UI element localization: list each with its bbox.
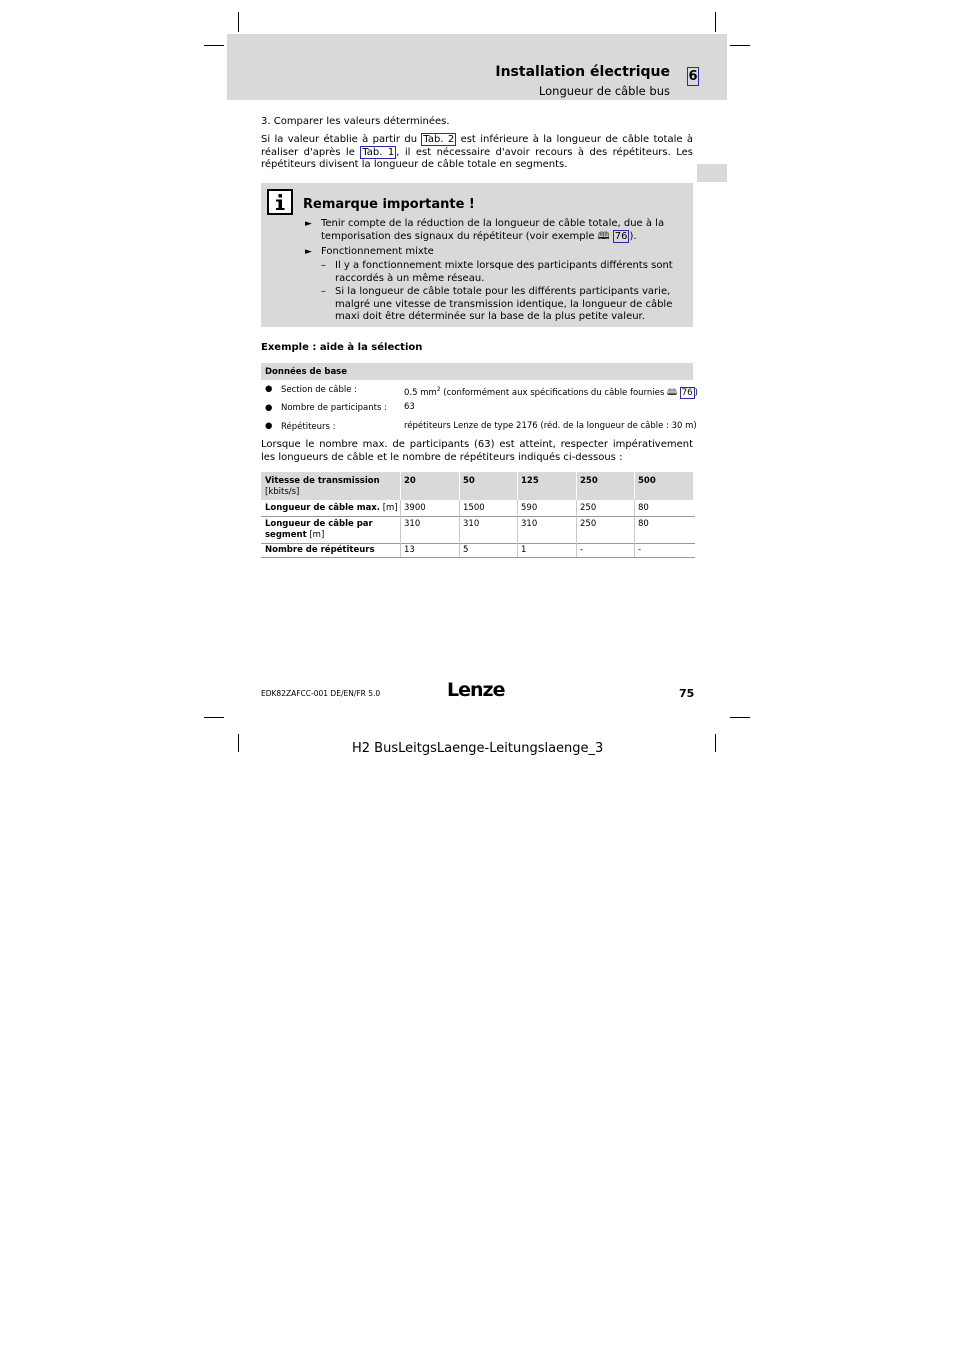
- column-separator: [576, 500, 577, 557]
- row-divider: [261, 557, 695, 558]
- table-cell: 590: [521, 503, 538, 513]
- speed-value: 500: [638, 476, 656, 486]
- page-caption: H2 BusLeitgsLaenge-Leitungslaenge_3: [352, 741, 604, 756]
- crop-mark: [715, 12, 716, 32]
- row-label: [265, 530, 324, 541]
- row-label: Section de câble :: [281, 385, 358, 395]
- value-text: 0.5 mm: [404, 387, 437, 398]
- row-label: Nombre de participants :: [281, 403, 387, 413]
- column-separator: [400, 500, 401, 557]
- dash-bullet: –: [321, 286, 326, 297]
- bullet-dot: ●: [265, 421, 273, 431]
- row-label-unit: [m]: [306, 530, 325, 540]
- example-paragraph: Lorsque le nombre max. de participants (63) est atteint, respecter impérativement les longueurs de câble et le nombre de répétiteurs indiqués ci-dessous :: [261, 439, 693, 463]
- superscript: 2: [436, 386, 441, 393]
- row-label-bold: segment: [265, 530, 307, 540]
- tab2-link[interactable]: Tab. 2: [423, 134, 455, 145]
- row-value: répétiteurs Lenze de type 2176 (réd. de la longueur de câble : 30 m): [404, 421, 697, 431]
- row-label-bold: Longueur de câble max.: [265, 503, 381, 513]
- bullet-dot: ●: [265, 403, 273, 413]
- arrow-bullet-icon: ►: [305, 219, 312, 229]
- column-separator: [517, 500, 518, 557]
- speed-header-unit: [kbits/s]: [265, 487, 300, 497]
- note-subitem: Si la longueur de câble totale pour les différents participants varie, malgré une vitesse de transmission identique, la longueur de câble maxi doit être déterminée sur la base de la plus petite valeur.: [335, 286, 673, 322]
- row-label: [265, 503, 398, 514]
- page-subtitle: Longueur de câble bus: [538, 84, 670, 98]
- column-separator: [400, 472, 401, 500]
- row-label-unit: [m]: [380, 503, 398, 513]
- value-text: (conformément aux spécifications du câble fournies: [440, 387, 668, 398]
- crop-mark: [730, 45, 750, 46]
- note-subitem: Il y a fonctionnement mixte lorsque des participants différents sont raccordés à un même réseau.: [335, 260, 673, 284]
- example-heading: Exemple : aide à la sélection: [261, 342, 423, 353]
- row-label: Répétiteurs :: [281, 422, 336, 432]
- note-title: Remarque importante !: [303, 197, 475, 212]
- table-cell: 13: [404, 545, 415, 555]
- note-text: Tenir compte de la réduction de la longueur de câble totale, due à la temporisation des signaux du répétiteur (voir exemple: [321, 218, 665, 242]
- side-tab: [697, 164, 727, 182]
- column-separator: [634, 472, 635, 500]
- intro-text: , il est nécessaire d'avoir recours à des répétiteurs. Les répétiteurs divisent la longueur de câble totale en segments.: [261, 146, 694, 170]
- arrow-bullet-icon: ►: [305, 247, 312, 257]
- column-separator: [634, 500, 635, 557]
- speed-value: 125: [521, 476, 539, 486]
- book-icon: 🕮: [597, 230, 610, 242]
- row-value: 63: [404, 402, 415, 412]
- column-separator: [459, 472, 460, 500]
- table-cell: -: [580, 545, 584, 555]
- table-cell: -: [638, 545, 642, 555]
- crop-mark: [715, 734, 716, 752]
- table-cell: 310: [463, 519, 480, 529]
- crop-mark: [204, 45, 224, 46]
- value-text: ): [694, 387, 698, 398]
- table-cell: 310: [521, 519, 538, 529]
- row-label: Longueur de câble par: [265, 519, 373, 529]
- crop-mark: [730, 717, 750, 718]
- table-cell: 3900: [404, 503, 426, 513]
- chapter-link[interactable]: 6: [688, 69, 698, 84]
- row-divider: [261, 543, 695, 544]
- crop-mark: [204, 717, 224, 718]
- column-separator: [576, 472, 577, 500]
- lenze-logo: Lenze: [447, 679, 505, 701]
- row-value: [404, 384, 698, 399]
- table-cell: 250: [580, 519, 597, 529]
- step-text: 3. Comparer les valeurs déterminées.: [261, 116, 450, 127]
- row-divider: [261, 516, 695, 517]
- note-item: [321, 218, 681, 243]
- table-cell: 310: [404, 519, 421, 529]
- page-title: Installation électrique: [495, 64, 670, 80]
- table-cell: 1500: [463, 503, 485, 513]
- column-separator: [459, 500, 460, 557]
- dash-bullet: –: [321, 260, 326, 271]
- info-icon: [267, 189, 293, 215]
- bullet-dot: ●: [265, 384, 273, 394]
- tab1-link[interactable]: Tab. 1: [362, 146, 395, 158]
- intro-paragraph: [261, 134, 693, 172]
- page-number: 75: [679, 687, 695, 700]
- table-cell: 250: [580, 503, 597, 513]
- crop-mark: [238, 734, 239, 752]
- note-text: ).: [629, 230, 637, 242]
- row-label: Nombre de répétiteurs: [265, 545, 375, 555]
- intro-text: Si la valeur établie à partir du: [261, 134, 422, 145]
- crop-mark: [238, 12, 239, 32]
- speed-value: 250: [580, 476, 598, 486]
- column-separator: [517, 472, 518, 500]
- table-cell: 80: [638, 519, 649, 529]
- table-cell: 5: [463, 545, 469, 555]
- intro-text: est inférieure à la longueur de câble totale à réaliser d'après le: [261, 134, 693, 158]
- table-cell: 1: [521, 545, 527, 555]
- speed-value: 20: [404, 476, 416, 486]
- doc-reference: EDK82ZAFCC-001 DE/EN/FR 5.0: [261, 689, 381, 698]
- book-icon: 🕮: [667, 387, 678, 398]
- page-76-link[interactable]: 76: [681, 387, 693, 398]
- note-item: Fonctionnement mixte: [321, 246, 434, 257]
- table-header-label: Données de base: [265, 367, 347, 377]
- table-cell: 80: [638, 503, 649, 513]
- page-76-link[interactable]: 76: [614, 230, 628, 242]
- speed-value: 50: [463, 476, 475, 486]
- speed-header-label: Vitesse de transmission: [265, 476, 380, 486]
